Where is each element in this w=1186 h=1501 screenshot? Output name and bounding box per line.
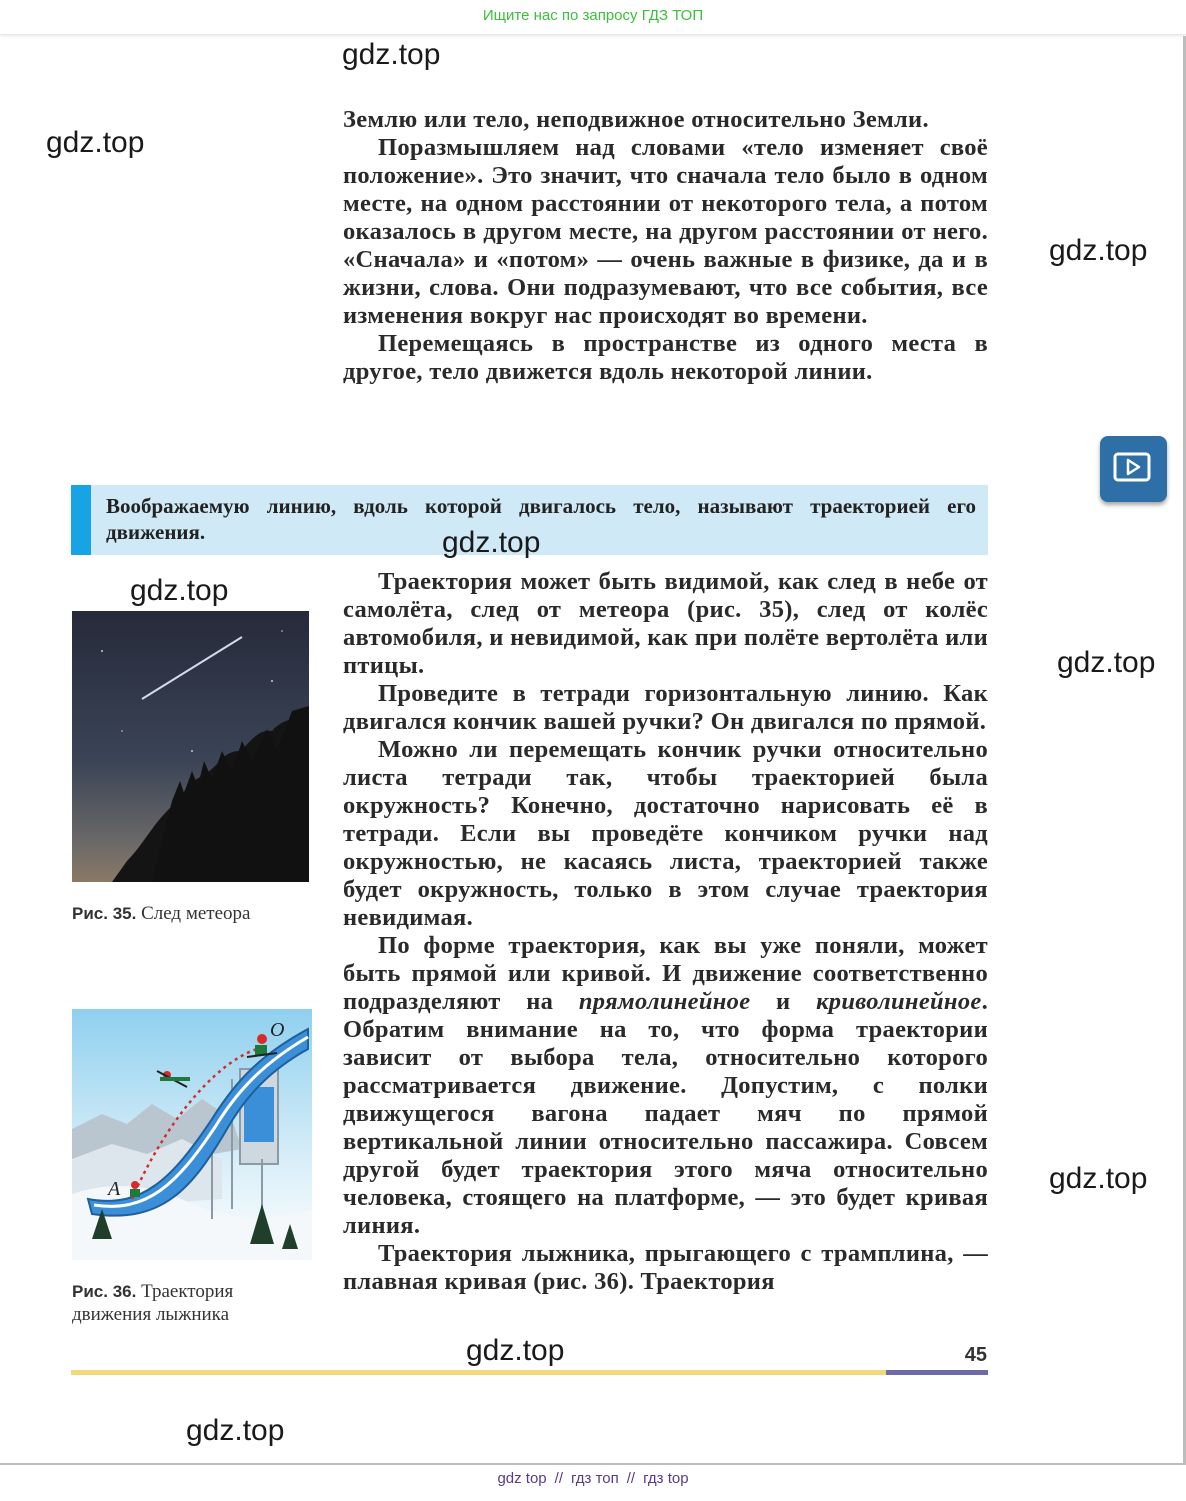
page-rule-yellow bbox=[71, 1370, 886, 1375]
footer-link[interactable]: гдз топ bbox=[571, 1470, 619, 1487]
fig35-caption bbox=[72, 902, 250, 925]
fig36-caption bbox=[72, 1280, 233, 1326]
footer-separator: // bbox=[626, 1470, 636, 1487]
paragraph: Траектория может быть видимой, как след в небе от самолёта, след от метеора (рис. 35), след от колёс автомобиля, и невидимой, как при полёте вертолёта или птицы. bbox=[343, 568, 988, 679]
footer bbox=[0, 1470, 1186, 1487]
text-run: По форме траектория, как вы уже поняли, может быть прямой или кривой. И движение соответственно подразделяют на bbox=[343, 932, 988, 1015]
paragraph: Проведите в тетради горизонтальную линию. Как двигался кончик вашей ручки? Он двигался по прямой. bbox=[343, 680, 988, 735]
ski-jump-illustration bbox=[72, 1009, 312, 1260]
paragraph: Траектория лыжника, прыгающего с трамплина, — плавная кривая (рис. 36). Траектория bbox=[343, 1240, 988, 1295]
footer-link[interactable]: gdz top bbox=[497, 1470, 547, 1487]
watermark: gdz.top bbox=[1049, 1162, 1148, 1195]
watermark: gdz.top bbox=[1057, 646, 1156, 679]
footer-separator: // bbox=[554, 1470, 563, 1487]
page-bottom-edge bbox=[0, 1463, 1186, 1465]
watermark: gdz.top bbox=[186, 1414, 285, 1447]
video-play-button[interactable] bbox=[1100, 436, 1167, 502]
text-run: . Обратим внимание на то, что форма траектории зависит от выбора тела, относительно которого рассматривается движение. Допустим, с полки движущегося вагона падает мяч по прямой вертикальной линии относительно пассажира. Совсем другой будет траектория этого мяча относительно человека, стоящего на платформе, — это будет кривая линия. bbox=[343, 988, 988, 1239]
term-curvilinear: криволинейное bbox=[816, 988, 982, 1015]
point-a-label: A bbox=[108, 1178, 121, 1200]
fig36-caption-text: движения лыжника bbox=[72, 1304, 230, 1325]
page-rule-purple bbox=[886, 1370, 988, 1375]
watermark: gdz.top bbox=[442, 526, 541, 559]
paragraph: Можно ли перемещать кончик ручки относительно листа тетради так, чтобы траекторией была окружность? Конечно, достаточно нарисовать её в тетради. Если вы проведёте кончиком ручки над окружностью, не касаясь листа, траекторией также будет окружность, только в этом случае траектория невидимая. bbox=[343, 736, 988, 931]
fig36-caption-text: Траектория bbox=[141, 1281, 234, 1302]
watermark: gdz.top bbox=[130, 574, 229, 607]
watermark: gdz.top bbox=[46, 126, 145, 159]
top-banner[interactable]: Ищите нас по запросу ГДЗ ТОП bbox=[0, 0, 1186, 35]
paragraph: Землю или тело, неподвижное относительно Земли. bbox=[343, 106, 929, 133]
page-number: 45 bbox=[964, 1344, 987, 1366]
footer-link[interactable]: гдз top bbox=[643, 1470, 689, 1487]
paragraph: Перемещаясь в пространстве из одного места в другое, тело движется вдоль некоторой линии. bbox=[343, 330, 988, 385]
point-o-label: O bbox=[270, 1019, 285, 1041]
text-block-top bbox=[343, 106, 988, 386]
play-icon bbox=[1100, 436, 1167, 502]
fig35-label: Рис. 35. bbox=[72, 904, 137, 923]
definition-text: Воображаемую линию, вдоль которой двигалось тело, называют траекторией его движения. bbox=[106, 494, 976, 544]
watermark: gdz.top bbox=[342, 38, 441, 71]
paragraph-form bbox=[343, 932, 988, 1240]
term-rectilinear: прямолинейное bbox=[578, 988, 751, 1015]
paragraph: Поразмышляем над словами «тело изменяет своё положение». Это значит, что сначала тело было в одном месте, на одном расстоянии от некоторого тела, а потом оказалось в другом месте, на другом расстоянии от него. «Сначала» и «потом» — очень важные в физике, да и в жизни, слова. Они подразумевают, что все события, все изменения вокруг нас происходят во времени. bbox=[343, 134, 988, 329]
definition-accent-bar bbox=[71, 485, 91, 555]
fig36-label: Рис. 36. bbox=[72, 1282, 137, 1301]
fig35-caption-text: След метеора bbox=[141, 903, 251, 924]
meteor-photo bbox=[72, 611, 309, 882]
text-run: и bbox=[750, 988, 817, 1015]
watermark: gdz.top bbox=[466, 1334, 565, 1367]
watermark: gdz.top bbox=[1049, 234, 1148, 267]
text-block-main bbox=[343, 568, 988, 1296]
